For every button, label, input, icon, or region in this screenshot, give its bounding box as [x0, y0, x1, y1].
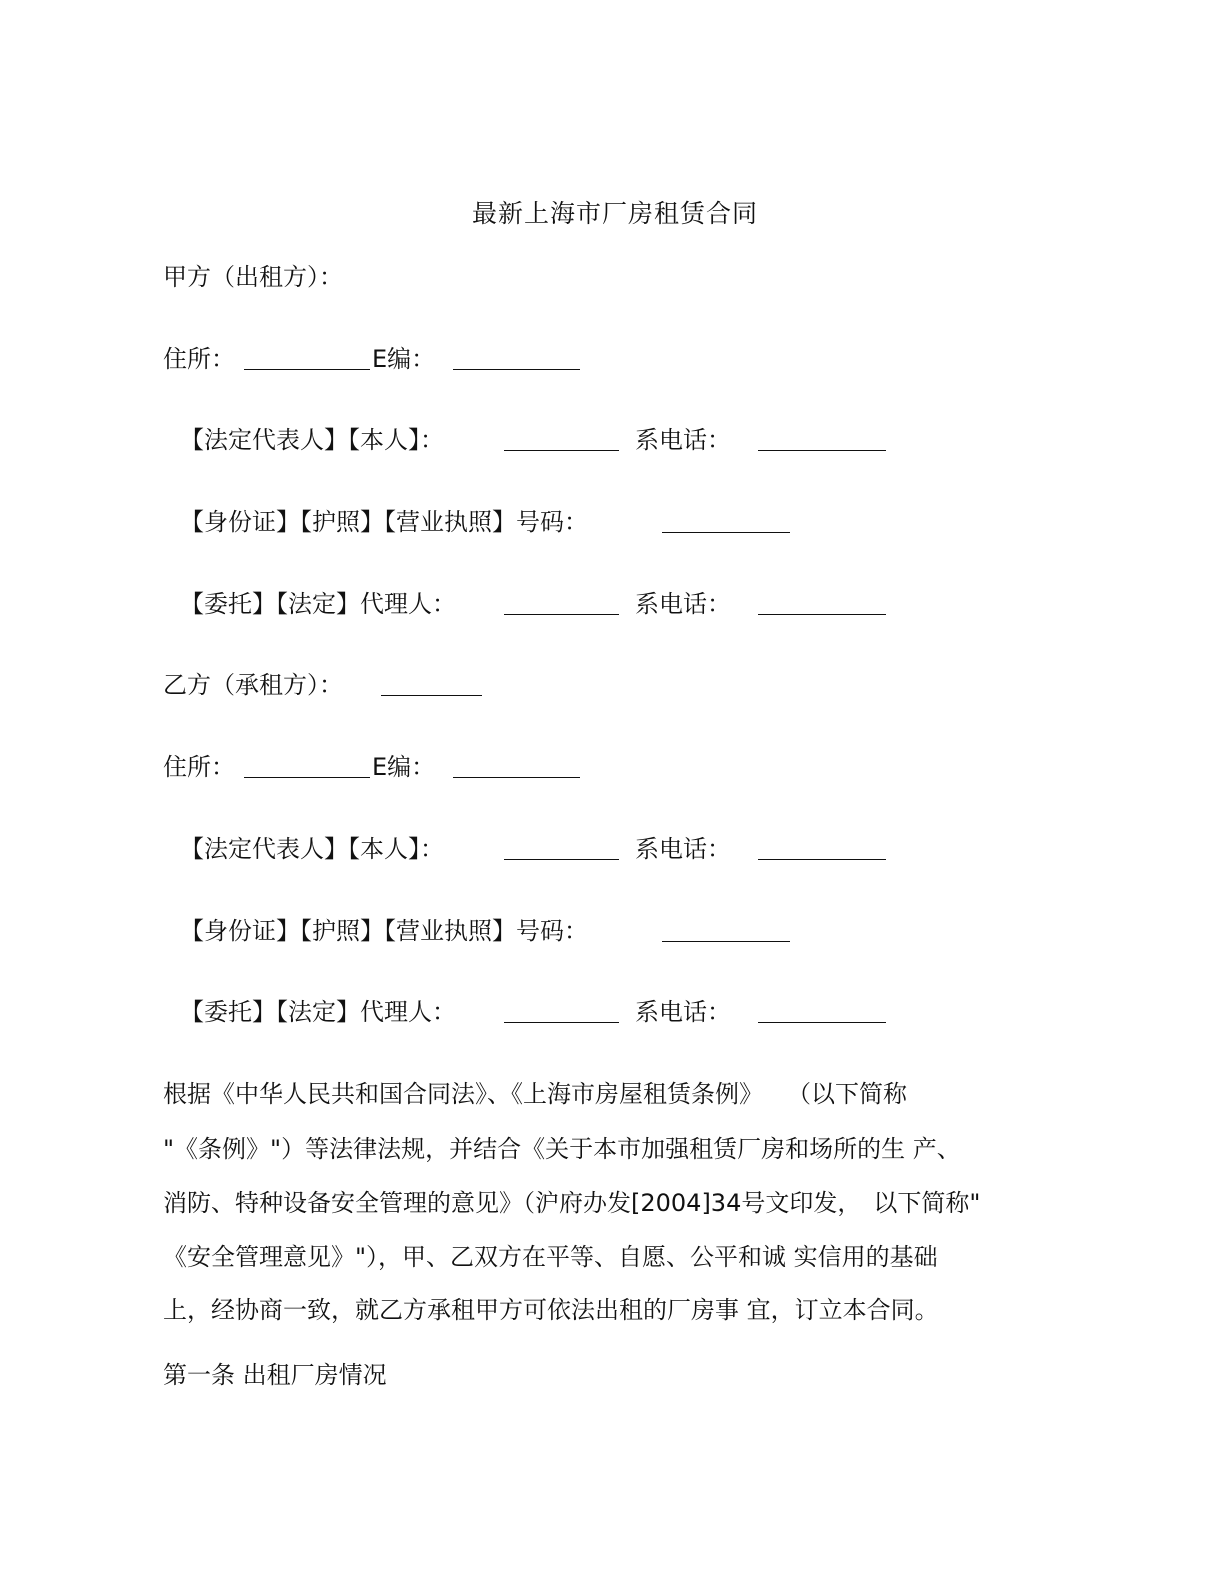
preamble-line: 消防、特种设备安全管理的意见》（沪府办发[2004]34号文印发， 以下简称"	[163, 1189, 981, 1217]
party-a-address-label: 住所：	[163, 345, 235, 373]
preamble-line: 《安全管理意见》"），甲、乙双方在平等、自愿、公平和诚 实信用的基础	[163, 1243, 938, 1271]
party-b-rep-blank[interactable]	[504, 859, 619, 860]
party-b-rep-label: 【法定代表人】【本人】：	[180, 835, 444, 863]
party-a-rep-phone-label: 系电话：	[635, 426, 731, 454]
party-a-postcode-label: E编：	[372, 345, 436, 373]
party-b-postcode-blank[interactable]	[453, 777, 580, 778]
party-a-rep-label: 【法定代表人】【本人】：	[180, 426, 444, 454]
party-b-address-label: 住所：	[163, 753, 235, 781]
party-b-agent-phone-blank[interactable]	[758, 1022, 886, 1023]
preamble-line: 上，经协商一致，就乙方承租甲方可依法出租的厂房事 宜，订立本合同。	[163, 1296, 939, 1324]
party-b-agent-blank[interactable]	[504, 1022, 619, 1023]
party-a-agent-label: 【委托】【法定】代理人：	[180, 590, 456, 618]
party-b-agent-phone-label: 系电话：	[635, 998, 731, 1026]
party-a-rep-phone-blank[interactable]	[758, 450, 886, 451]
party-a-id-blank[interactable]	[662, 532, 790, 533]
party-b-id-label: 【身份证】【护照】【营业执照】号码：	[180, 917, 588, 945]
article-1-heading: 第一条 出租厂房情况	[163, 1361, 387, 1389]
party-b-heading: 乙方（承租方）：	[163, 671, 343, 699]
party-b-postcode-label: E编：	[372, 753, 436, 781]
party-a-heading: 甲方（出租方）：	[163, 263, 343, 291]
party-b-address-blank[interactable]	[244, 777, 370, 778]
party-b-rep-phone-label: 系电话：	[635, 835, 731, 863]
party-b-id-blank[interactable]	[662, 941, 790, 942]
party-a-agent-phone-label: 系电话：	[635, 590, 731, 618]
party-b-name-blank[interactable]	[381, 695, 482, 696]
preamble-line: 根据《中华人民共和国合同法》、《上海市房屋租赁条例》 （以下简称	[163, 1080, 907, 1108]
party-a-address-blank[interactable]	[244, 369, 370, 370]
document-title: 最新上海市厂房租赁合同	[471, 199, 758, 228]
party-a-postcode-blank[interactable]	[453, 369, 580, 370]
party-a-id-label: 【身份证】【护照】【营业执照】号码：	[180, 508, 588, 536]
party-a-agent-blank[interactable]	[504, 614, 619, 615]
party-a-rep-blank[interactable]	[504, 450, 619, 451]
party-a-agent-phone-blank[interactable]	[758, 614, 886, 615]
party-b-agent-label: 【委托】【法定】代理人：	[180, 998, 456, 1026]
preamble-line: "《条例》"）等法律法规，并结合《关于本市加强租赁厂房和场所的生 产、	[163, 1135, 961, 1163]
party-b-rep-phone-blank[interactable]	[758, 859, 886, 860]
